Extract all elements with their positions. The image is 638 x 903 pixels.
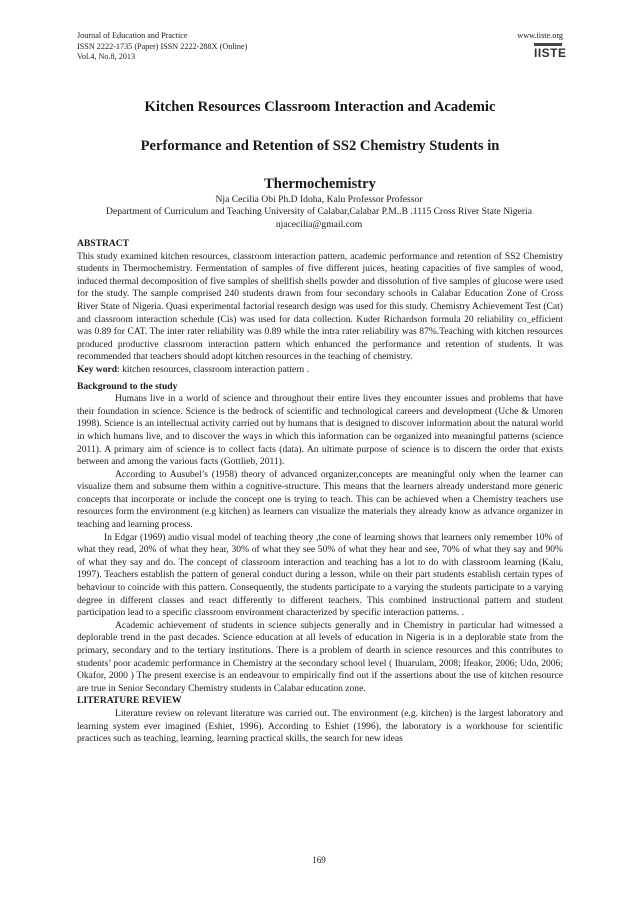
author-email[interactable]: njacecilia@gmail.com [275,218,363,230]
paper-title [77,88,563,204]
journal-header [77,31,247,63]
journal-name: Journal of Education and Practice [77,31,188,40]
background-paragraph-1: Humans live in a world of science and throughout their entire lives they encounter issues and problems that have their foundation in science. Science is the bedrock of scientific and technological careers and development (Uche & Umoren 1998). Science is an intellectual activity carried out by humans that is designed to discover information about the natural world in which humans live, and to discover the ways in which this information can be organized into meaningful patterns (science 2011). A primary aim of science is to collect facts (data). An ultimate purpose of science is to discern the order that exists between and among the various facts (Gottlieb, 2011). [77,393,563,468]
keywords [77,364,563,377]
author-names: Nja Cecilia Obi Ph.D Idoha, Kalu Professor Professor [215,194,423,205]
literature-paragraph-1: Literature review on relevant literature was carried out. The environment (e.g. kitchen) is the largest laboratory and learning system ever imagined (Eshiet, 1996). According to Eshiet (1996), the laboratory is a workhouse for scientific practices such as teaching, learning, learning practical skills, the search for new ideas [77,707,563,745]
title-line-1: Kitchen Resources Classroom Interaction and Academic [144,99,496,115]
journal-website[interactable]: www.iiste.org [517,31,563,40]
keywords-label: Key word [77,363,118,375]
abstract-text: This study examined kitchen resources, classroom interaction pattern, academic performance and retention of SS2 Chemistry students in Thermochemistry. Fermentation of samples of five different juices, heating capacities of five samples of wood, induced thermal decomposition of five samples of shellfish shells powder and dissolution of five samples of glucose were used for the study. The sample comprised 240 students drawn from four secondary schools in Calabar Education Zone of Cross River State of Nigeria. Quasi experimental factorial research design was used for this study. Chemistry Achievement Test (Cat) and classroom interaction schedule (Cis) was used for data collection. Kuder Richardson formula 20 reliability co_efficient was 0.89 for CAT. The inter rater reliability was 0.89 while the intra rater reliability was 87%.Teaching with kitchen resources produced productive classroom interaction pattern which enhanced the performance and retention of students. It was recommended that teachers should adopt kitchen resources in the teaching of chemistry. [77,250,563,363]
background-paragraph-3: In Edgar (1969) audio visual model of teaching theory ,the cone of learning shows that learners only remember 10% of what they read, 20% of what they hear, 30% of what they see 50% of what they hear and see, 70% of what they say and 90% of what they say and do. The concept of classroom interaction and teaching has a lot to do with classroom learning (Kalu, 1997). Teachers establish the pattern of general conduct during a lesson, while on their part students establish certain types of behaviour to coincide with this pattern. Consequently, the students participate to a varying the students participate to a varying degree in different classes and react differently to different teachers. This combined instructional pattern and student participation lead to a specific classroom environment characterized by specific interaction patterns. . [77,531,563,619]
paper-body [77,238,563,746]
journal-volume: Vol.4, No.8, 2013 [77,52,136,61]
logo-text: IISTE [534,46,567,60]
background-heading: Background to the study [77,380,178,392]
background-paragraph-2: According to Ausubel’s (1958) theory of advanced organizer,concepts are meaningful only when the learner can visualize them and subsume them within a cognitive-structure. This means that the learners already understand more generic concepts that incorporate or include the concept one is trying to teach. This can be achieved when a Chemistry teachers use resources form the environment (e.g kitchen) as learners can visualize the materials they already know as advance organizer in teaching and learning process. [77,468,563,531]
author-affiliation: Department of Curriculum and Teaching University of Calabar,Calabar P.M..B .1115 Cross River State Nigeria [106,206,532,218]
background-paragraph-4: Academic achievement of students in science subjects generally and in Chemistry in particular had witnessed a deplorable trend in the past decades. Science education at all levels of education in Nigeria is in a deplorable state from the primary, secondary and to the tertiary institutions. There is a problem of dearth in science resources and this contributes to students’ poor academic performance in Chemistry at the secondary school level ( Ihuarulam, 2008; Ifeakor, 2006; Udo, 2006; Okafor, 2000 ) The present exercise is an endeavour to empirically find out if the assertions about the use of kitchen resource are true in Senior Secondary Chemistry students in Calabar education zone. [77,619,563,694]
journal-issn: ISSN 2222-1735 (Paper) ISSN 2222-288X (Online) [77,41,248,51]
title-line-3: Thermochemistry [264,176,376,192]
iiste-logo-icon [534,43,567,60]
abstract-heading: ABSTRACT [77,238,129,249]
author-block [66,194,572,231]
literature-heading: LITERATURE REVIEW [77,695,182,707]
keywords-text: : kitchen resources, classroom interaction pattern . [117,363,309,375]
page-number: 169 [312,855,326,865]
title-line-2: Performance and Retention of SS2 Chemistry Students in [140,137,500,154]
